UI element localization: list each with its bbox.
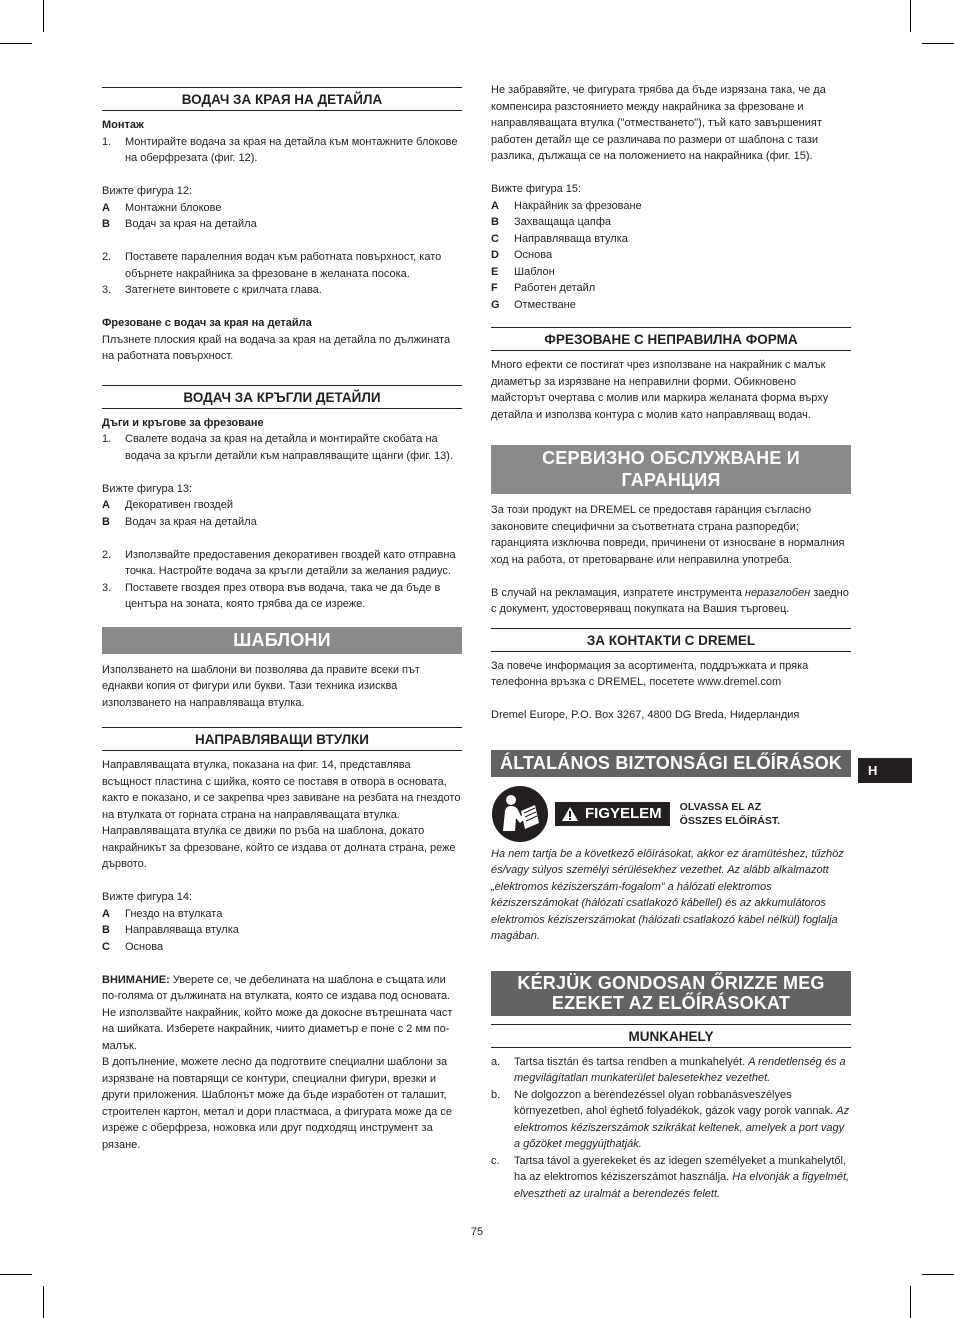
list-item: a. Tartsa tisztán és tartsa rendben a munkahelyét. A rendetlenség és a megvilágítatlan munkaterület balesetekhez vezethet. <box>491 1055 846 1084</box>
warning-triangle-icon <box>561 806 579 822</box>
warning-badge: FIGYELEM <box>555 802 670 826</box>
left-column <box>102 82 462 1153</box>
paragraph: Не забравяйте, че фигурата трябва да бъде изрязана така, че да компенсира разстоянието между накрайника за фрезоване и направляващата втулка ("отместването"), тъй като завършеният работен детайл ще се различава по размери от шаблона с тази разлика, дължаща се на положението на накрайника (фиг. 15). <box>491 84 826 162</box>
figure-key-item: A Монтажни блокове <box>102 201 222 214</box>
crop-mark <box>922 1274 954 1275</box>
numbered-step: 3. Поставете гвоздея през отвора във водача, така че да бъде в центъра на зоната, която трябва да се изреже. <box>102 581 441 610</box>
figure-key-list <box>491 198 851 314</box>
section-heading: MUNKAHELY <box>491 1024 851 1048</box>
section-banner: KÉRJÜK GONDOSAN ŐRIZZE MEG EZEKET AZ ELŐÍRÁSOKAT <box>491 971 851 1016</box>
subheading: Фрезоване с водач за края на детайла <box>102 317 312 329</box>
paragraph: За повече информация за асортимента, поддръжката и пряка телефонна връзка с DREMEL, посетете www.dremel.com <box>491 659 809 688</box>
paragraph: Направляващата втулка, показана на фиг. 14, представлява всъщност пластина с шийка, която се поставя в отвора в основата, както е показано, и се закрепва чрез завиване на резбата на гнездото на втулката от горната страна на направляващата втулка. Направляващата втулка се движи по ръба на шаблона, докато накрайникът за фрезоване, който се издава от долната страна, реже дървото. <box>102 759 461 870</box>
section-banner: СЕРВИЗНО ОБСЛУЖВАНЕ И ГАРАНЦИЯ <box>491 445 851 494</box>
list-item: b. Ne dolgozzon a berendezéssel olyan robbanásveszélyes környezetben, ahol éghető folyadékok, gázok vagy porok vannak. Az elektromos kéziszerszámok szikrákat keltenek, amelyek a port vagy a gőzöket meggyújthatják. <box>491 1088 850 1150</box>
subheading: Дъги и кръгове за фрезоване <box>102 416 264 429</box>
paragraph: Използването на шаблони ви позволява да правите всеки път еднакви копия от фигури или букви. Тази техника изисква използването на направляваща втулка. <box>102 663 420 709</box>
warning-box <box>491 785 851 843</box>
section-heading: ФРЕЗОВАНЕ С НЕПРАВИЛНА ФОРМА <box>491 327 851 351</box>
numbered-step: 1. Монтирайте водача за края на детайла към монтажните блокове на оберфрезата (фиг. 12). <box>102 135 458 164</box>
crop-mark <box>43 1286 44 1318</box>
subheading: Монтаж <box>102 119 144 131</box>
numbered-step: 2. Използвайте предоставения декоративен гвоздей като отправна точка. Настройте водача за кръгли детайли за желания радиус. <box>102 548 456 577</box>
language-tab: H <box>858 758 912 783</box>
crop-mark <box>910 0 911 32</box>
paragraph: Dremel Europe, P.O. Box 3267, 4800 DG Breda, Нидерландия <box>491 709 800 721</box>
list-item: c. Tartsa távol a gyerekeket és az idegen személyeket a munkahelytől, ha az elektromos kéziszerszámot használja. Ha elvonják a figyelmét, elvesztheti az uralmát a berendezés felett. <box>491 1154 850 1200</box>
read-manual-icon <box>491 785 549 843</box>
figure-key-item: D Основа <box>491 249 553 261</box>
section-banner: ШАБЛОНИ <box>102 627 462 654</box>
figure-reference: Вижте фигура 13: <box>102 482 193 495</box>
figure-key-item: B Водач за края на детайла <box>102 515 257 528</box>
figure-key-item: A Гнездо на втулката <box>102 907 223 920</box>
crop-mark <box>910 1286 911 1318</box>
figure-reference: Вижте фигура 15: <box>491 183 582 195</box>
paragraph: Много ефекти се постигат чрез използване на накрайник с малък диаметър за изрязване на неправилни форми. Обикновено майсторът очертава с молив или маркира желаната форма върху детайла и използва контура с молив като направляващ водач. <box>491 359 829 421</box>
paragraph: За този продукт на DREMEL се предоставя гаранция съгласно законовите специфични за съответната страна разпоредби; гаранцията изключва повреди, причинени от износване в нормалния ход на работа, от претоварване или неправилна употреба. <box>491 504 845 566</box>
figure-reference: Вижте фигура 12: <box>102 185 193 197</box>
figure-reference: Вижте фигура 14: <box>102 891 193 903</box>
section-heading: ВОДАЧ ЗА КРЪГЛИ ДЕТАЙЛИ <box>102 385 462 409</box>
figure-key-item: B Водач за края на детайла <box>102 218 257 230</box>
figure-key-item: E Шаблон <box>491 265 555 278</box>
crop-mark <box>43 0 44 32</box>
figure-key-item: F Работен детайл <box>491 282 596 294</box>
figure-key-item: B Захващаща цапфа <box>491 216 612 228</box>
section-heading: ЗА КОНТАКТИ С DREMEL <box>491 628 851 652</box>
figure-key-item: G Отместване <box>491 298 576 311</box>
right-column <box>491 82 851 1202</box>
figure-key-item: C Основа <box>102 940 164 953</box>
figure-key-item: C Направляваща втулка <box>491 232 628 245</box>
figure-key-item: B Направляваща втулка <box>102 924 239 936</box>
figure-key-item: A Декоративен гвоздей <box>102 499 233 511</box>
section-banner: ÁLTALÁNOS BIZTONSÁGI ELŐÍRÁSOK <box>491 750 851 777</box>
section-heading: НАПРАВЛЯВАЩИ ВТУЛКИ <box>102 727 462 751</box>
warning-text: Ha nem tartja be a következő előírásokat, akkor ez áramütéshez, tűzhöz és/vagy súlyos személyi sérülésekhez vezethet. Az alább alkalmazott „elektromos kéziszerszám-fogalom” a hálózati elektromos kéziszerszámokat (hálózati csatlakozó kábellel) és az akkumulátoros elektromos kéziszerszámokat (hálózati csatlakozó kábel nélkül) foglalja magában. <box>491 847 844 942</box>
page-number: 75 <box>470 1226 484 1238</box>
paragraph: В допълнение, можете лесно да подготвите специални шаблони за изрязване на повтарящи се контури, специални фигури, врезки и други приложения. Шаблонът може да бъде изработен от талашит, строителен картон, метал и дори пластмаса, а фигурата може да се изреже с оберфреза, ножовка или друг подходящ инструмент за рязане. <box>102 1056 452 1151</box>
crop-mark <box>922 43 954 44</box>
warning-caps: OLVASSA EL AZ ÖSSZES ELŐÍRÁST. <box>679 800 781 827</box>
paragraph: В случай на рекламация, изпратете инструмента неразглобен заедно с документ, удостоверяващ покупката на Вашия търговец. <box>491 586 849 615</box>
crop-mark <box>0 43 32 44</box>
numbered-step: 1. Свалете водача за края на детайла и монтирайте скобата на водача за кръгли детайли към направляващите щанги (фиг. 13). <box>102 433 454 462</box>
paragraph: Плъзнете плоския край на водача за края на детайла по дължината на работната повърхност. <box>102 333 451 362</box>
crop-mark <box>0 1274 32 1275</box>
numbered-step: 3. Затегнете винтовете с крилчата глава. <box>102 284 322 296</box>
numbered-step: 2. Поставете паралелния водач към работната повърхност, като обърнете накрайника за фрезоване в желаната посока. <box>102 251 442 280</box>
attention-note: ВНИМАНИЕ: Уверете се, че дебелината на шаблона е същата или по-голяма от дължината на втулката, която се издава под основата. Не използвайте накрайник, който може да докосне вътрешната част на шийката. Изберете накрайник, чиито диаметър е поне с 2 мм по-малък. <box>102 973 453 1052</box>
figure-key-item: A Накрайник за фрезоване <box>491 199 642 212</box>
section-heading: ВОДАЧ ЗА КРАЯ НА ДЕТАЙЛА <box>102 87 462 111</box>
